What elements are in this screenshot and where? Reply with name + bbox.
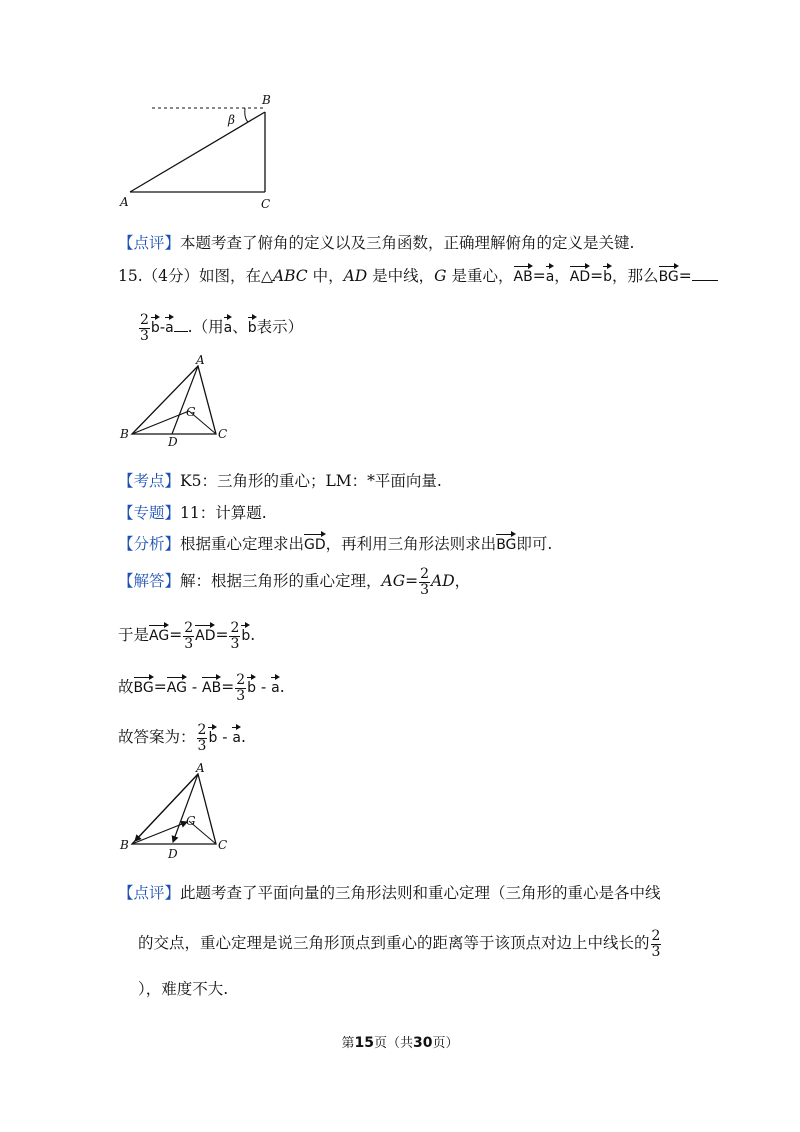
svg-text:C: C (218, 427, 228, 441)
svg-text:A: A (196, 353, 205, 367)
fenxi: 【分析】根据重心定理求出GD，再利用三角形法则求出BG即可. (118, 532, 552, 555)
review-14 (118, 232, 634, 254)
svg-text:G: G (186, 814, 196, 828)
vector-a: a (546, 264, 555, 285)
question-15: 15.（4分）如图，在△ABC 中，AD 是中线，G 是重心，AB=a，AD=b，那么BG= (118, 264, 718, 287)
vector-ad: AD (570, 264, 590, 285)
step-1: 于是AG= $\frac{2}{3}$ AD= $\frac{2}{3}$ b. (118, 619, 256, 652)
kaodian: 【考点】K5：三角形的重心；LM：*平面向量. (118, 472, 442, 490)
question-15-answer: $\frac{2}{3}$ b-a .（用a、b表示） (140, 311, 304, 344)
svg-text:B: B (120, 838, 129, 852)
svg-text:C: C (218, 838, 228, 852)
figure-triangle-centroid (110, 352, 240, 452)
step-2: 故BG=AG - AB= $\frac{2}{3}$ b - a. (118, 671, 285, 704)
zhuanti: 【专题】11：计算题. (118, 504, 267, 522)
jieda: 【解答】解：根据三角形的重心定理，AG= $\frac{2}{3}$ AD， (118, 565, 471, 598)
review-15-line-3: ），难度不大. (138, 980, 229, 998)
fraction: $\frac{2}{3}$ (140, 311, 149, 344)
page-footer: 第15页（共30页） (341, 1035, 459, 1051)
answer-blank (692, 266, 718, 281)
figure-right-triangle (110, 90, 290, 215)
svg-text:D: D (168, 847, 178, 861)
label-c: C (261, 197, 271, 211)
step-3: 故答案为： $\frac{2}{3}$ b - a. (118, 721, 246, 754)
figure-triangle-vectors (110, 762, 240, 862)
review-15-line-1: 【点评】此题考查了平面向量的三角形法则和重心定理（三角形的重心是各中线 (118, 884, 661, 902)
svg-text:B: B (120, 427, 129, 441)
vector-b: b (603, 264, 612, 285)
label-beta: β (228, 113, 235, 127)
tag-review: 【点评】 (118, 234, 181, 252)
label-b: B (262, 93, 271, 107)
vector-ab: AB (514, 264, 533, 285)
label-a: A (120, 195, 129, 209)
svg-text:D: D (168, 435, 178, 449)
svg-text:A: A (196, 762, 205, 775)
vector-bg: BG (659, 264, 679, 285)
review-15-line-2: 的交点，重心定理是说三角形顶点到重心的距离等于该顶点对边上中线长的 $\frac{2}{3}$ (138, 927, 661, 960)
svg-text:G: G (186, 405, 196, 419)
review-text: 本题考查了俯角的定义以及三角函数，正确理解俯角的定义是关键. (180, 234, 635, 252)
